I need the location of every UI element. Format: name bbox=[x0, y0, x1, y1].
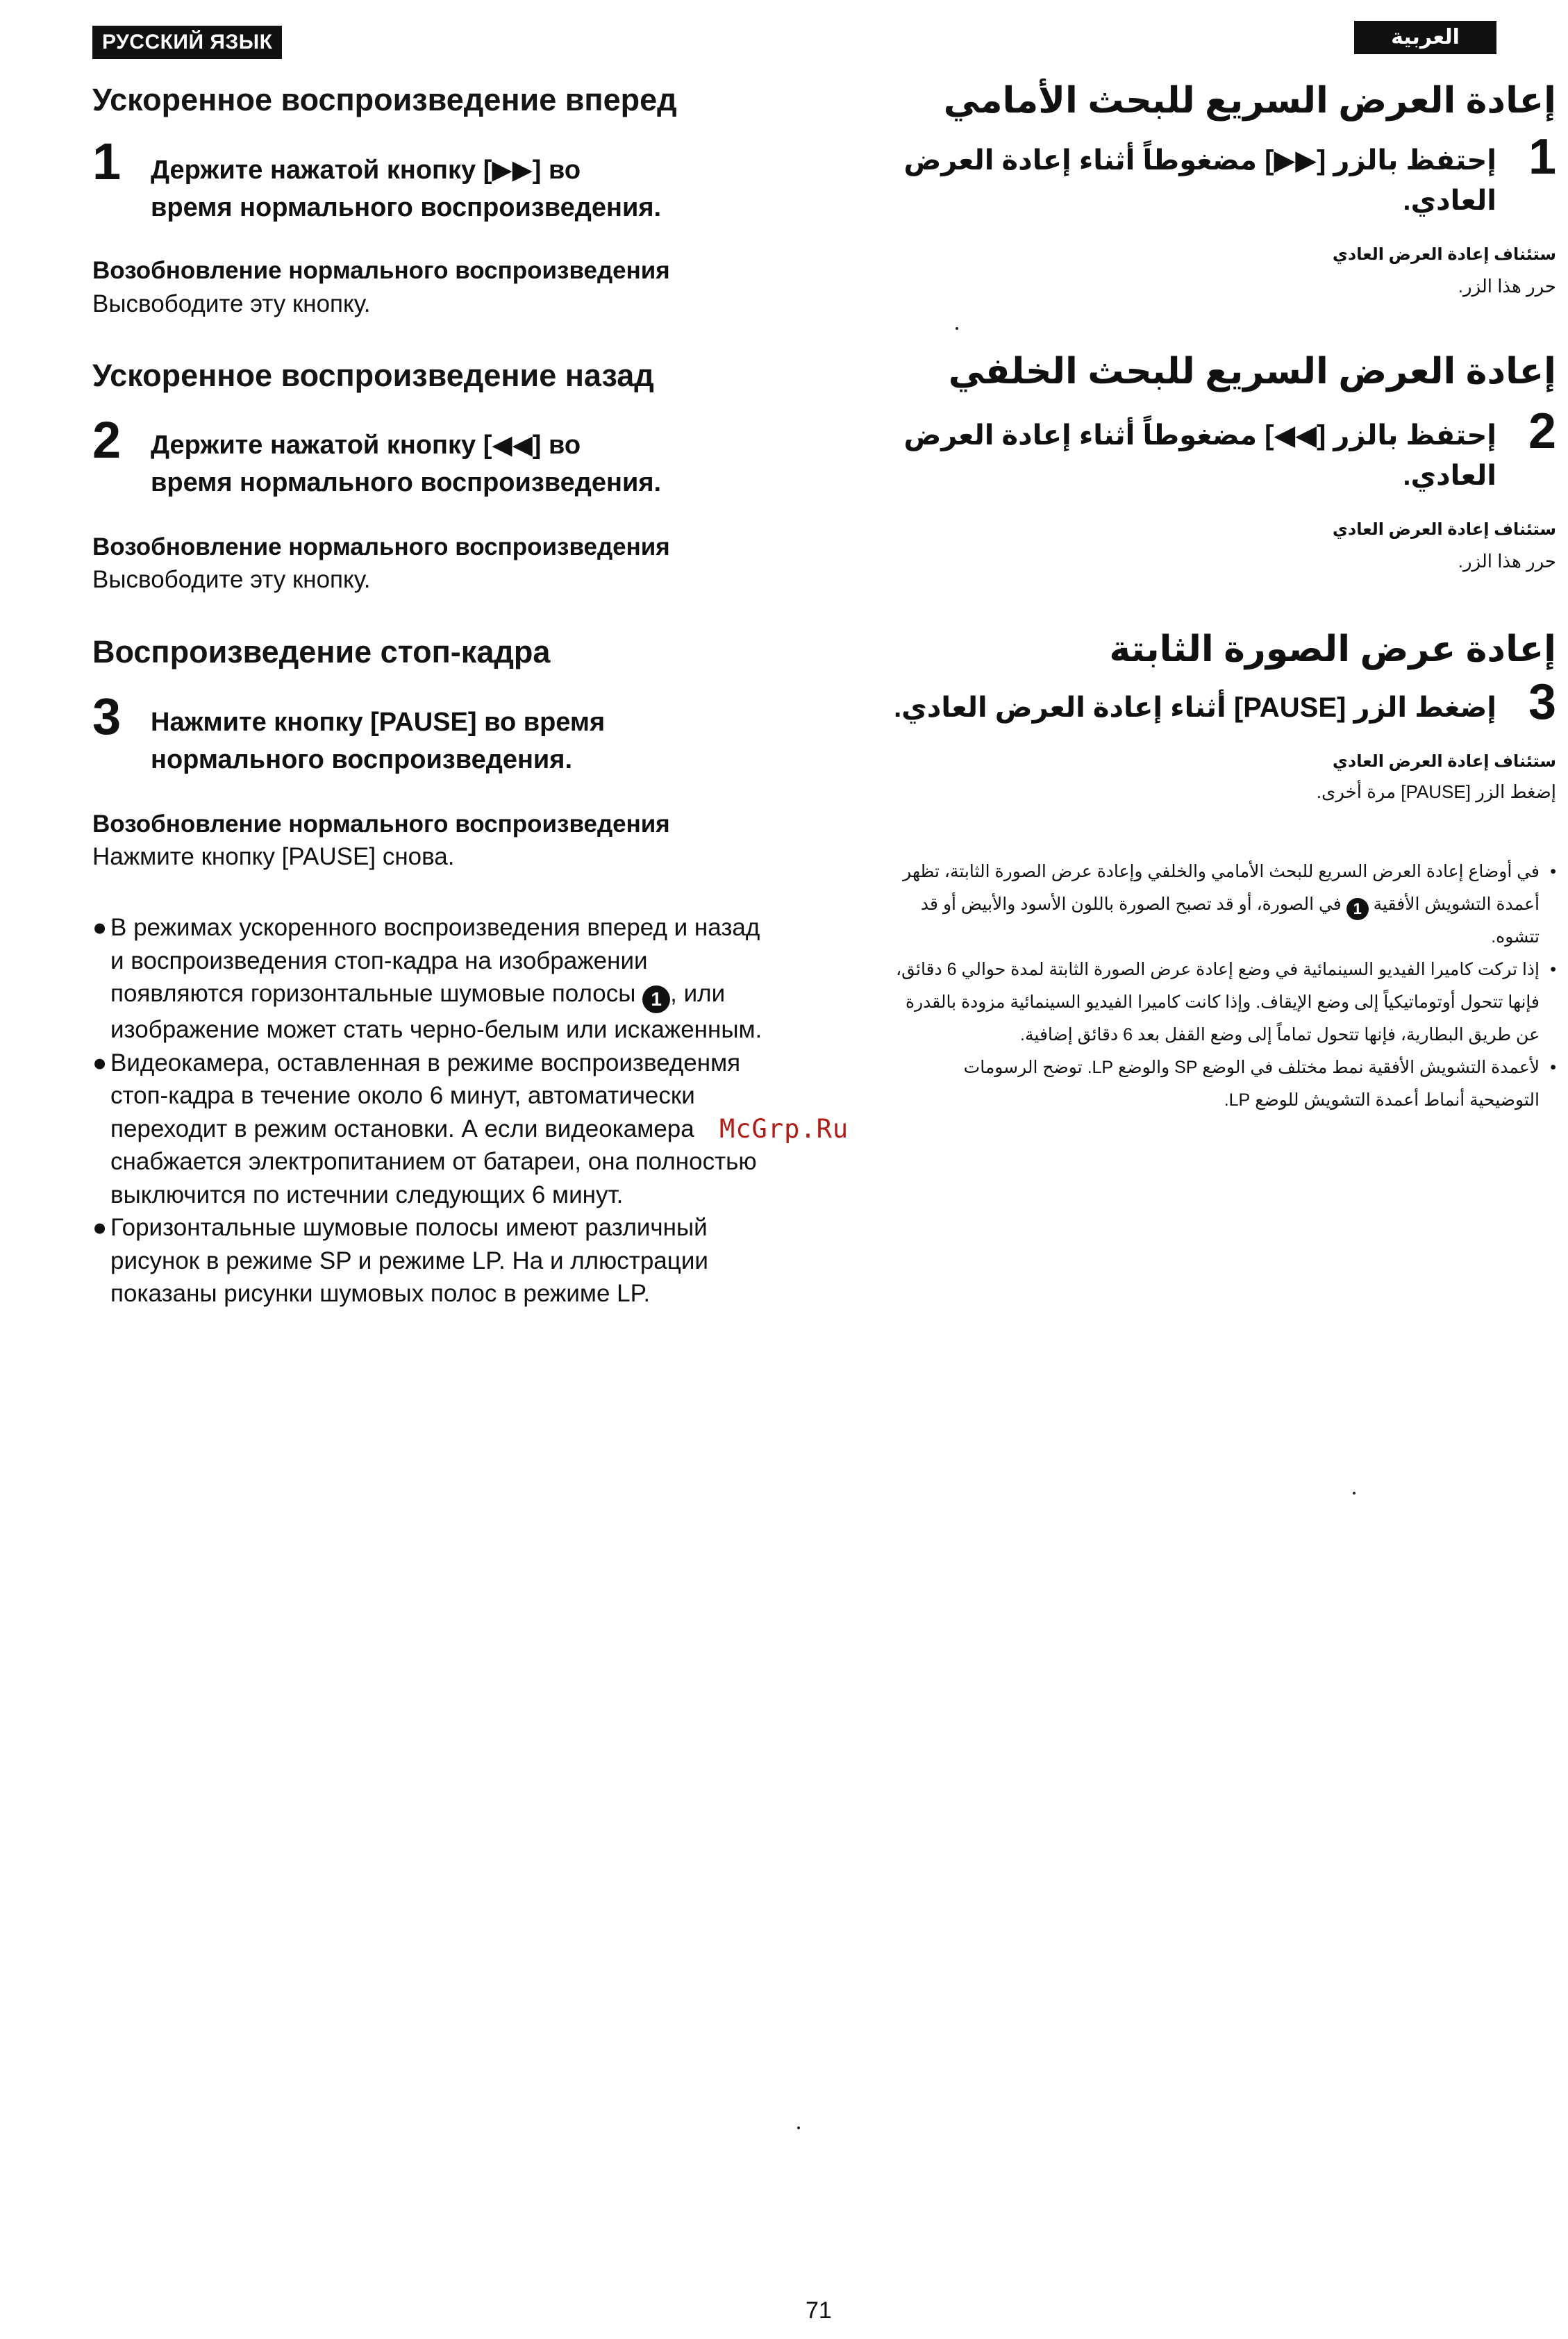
bullet-icon: ● bbox=[92, 914, 108, 941]
ru-note-2-text: Видеокамера, оставленная в режиме воспроизведенмя стоп-кадра в течение около 6 минут, автоматически переходит в режим остановки. А если видеокамера снабжается электропитанием от батареи, она полностью выключится по истечнии следующих 6 минут. bbox=[110, 1049, 757, 1208]
page-number: 71 bbox=[806, 2297, 832, 2324]
ru-step-2-resume-title: Возобновление нормального воспроизведения bbox=[92, 533, 670, 560]
ru-section-3-heading: Воспроизведение стоп-кадра bbox=[92, 634, 551, 669]
ru-section-2-heading: Ускоренное воспроизведение назад bbox=[92, 358, 654, 393]
language-tab-arabic: العربية bbox=[1354, 21, 1496, 54]
ar-step-3-text: إضغط الزر [PAUSE] أثناء إعادة العرض العادي. bbox=[894, 692, 1496, 723]
ru-step-2-resume-text: Высвободите эту кнопку. bbox=[92, 566, 371, 593]
bullet-icon: • bbox=[1550, 862, 1556, 881]
ru-step-3-resume-title: Возобновление нормального воспроизведения bbox=[92, 810, 670, 838]
ar-section-3-heading: إعادة عرض الصورة الثابتة bbox=[1109, 629, 1556, 669]
ar-section-2-heading: إعادة العرض السريع للبحث الخلفي bbox=[948, 351, 1556, 392]
ru-step-1-line2: время нормального воспроизведения. bbox=[151, 193, 662, 222]
ru-step-2-line2: время нормального воспроизведения. bbox=[151, 468, 662, 497]
watermark-link[interactable]: McGrp.Ru bbox=[719, 1114, 849, 1144]
ar-step-2-resume-title: ستئناف إعادة العرض العادي bbox=[1332, 520, 1556, 539]
ru-section-1-heading: Ускоренное воспроизведение вперед bbox=[92, 82, 677, 117]
ru-note-1-text: В режимах ускоренного воспроизведения вперед и назад и воспроизведения стоп-кадра на изображении появляются горизонтальные шумовые полосы bbox=[110, 914, 760, 1007]
ru-note-3-text: Горизонтальные шумовые полосы имеют различный рисунок в режиме SP и режиме LP. На и ллюстрации показаны рисунки шумовых полос в режиме LP. bbox=[110, 1214, 708, 1307]
ar-step-1-number: 1 bbox=[1528, 129, 1556, 185]
circled-number-one-icon: 1 bbox=[1346, 898, 1369, 920]
ar-note-3-text: لأعمدة التشويش الأفقية نمط مختلف في الوضع SP والوضع LP. توضح الرسومات التوضيحية أنماط أعمدة التشويش للوضع LP. bbox=[963, 1058, 1540, 1110]
bullet-icon: ● bbox=[92, 1214, 108, 1241]
ar-notes-list bbox=[890, 856, 1556, 1117]
circled-number-one-icon: 1 bbox=[642, 985, 670, 1013]
bullet-icon: ● bbox=[92, 1049, 108, 1076]
ru-step-2-number: 2 bbox=[92, 411, 122, 469]
ar-step-2-resume-text: حرر هذا الزر. bbox=[1458, 551, 1556, 572]
ar-note-2 bbox=[890, 954, 1556, 1051]
ar-step-1-text: إحتفظ بالزر [▶▶] مضغوطاً أثناء إعادة العرض العادي. bbox=[903, 145, 1496, 216]
ru-step-1-text bbox=[151, 151, 762, 226]
ru-step-3-line2: нормального воспроизведения. bbox=[151, 745, 572, 774]
ru-step-3-line1: Нажмите кнопку [PAUSE] во время bbox=[151, 708, 606, 737]
ar-step-2-text: إحتفظ بالزر [◀◀] مضغوطاً أثناء إعادة العرض العادي. bbox=[903, 420, 1496, 491]
ar-step-2-number: 2 bbox=[1528, 403, 1556, 459]
scan-speck bbox=[956, 327, 958, 330]
ru-step-2-text bbox=[151, 426, 762, 501]
ar-step-3-number: 3 bbox=[1528, 674, 1556, 730]
ru-step-3-number: 3 bbox=[92, 688, 122, 745]
ru-step-1-line1: Держите нажатой кнопку [▶▶] во bbox=[151, 156, 581, 185]
bullet-icon: • bbox=[1550, 1058, 1556, 1077]
ar-step-1-resume-text: حرر هذا الزر. bbox=[1458, 276, 1556, 297]
ru-note-2 bbox=[92, 1047, 780, 1212]
ru-note-1-text-after: , или изображение может стать черно-белым или искаженным. bbox=[110, 980, 762, 1043]
ru-note-1 bbox=[92, 911, 780, 1047]
ar-step-1-resume-title: ستئناف إعادة العرض العادي bbox=[1332, 245, 1556, 264]
ru-step-1-resume-title: Возобновление нормального воспроизведения bbox=[92, 257, 670, 284]
scan-speck bbox=[797, 2126, 800, 2129]
bullet-icon: • bbox=[1550, 960, 1556, 979]
ru-step-2-line1: Держите нажатой кнопку [◀◀] во bbox=[151, 431, 581, 460]
ar-note-1-text: في أوضاع إعادة العرض السريع للبحث الأمامي والخلفي وإعادة عرض الصورة الثابتة، تظهر أعمدة التشويش الأفقية bbox=[903, 862, 1540, 914]
ru-step-1-number: 1 bbox=[92, 133, 122, 190]
ar-note-3 bbox=[890, 1051, 1556, 1117]
language-tab-russian: РУССКИЙ ЯЗЫК bbox=[92, 26, 282, 59]
ru-note-3 bbox=[92, 1211, 780, 1310]
ru-step-3-text bbox=[151, 704, 762, 779]
ru-notes-list bbox=[92, 911, 780, 1310]
ar-step-3-resume-text: إضغط الزر [PAUSE] مرة أخرى. bbox=[1316, 781, 1556, 802]
ru-step-1-resume-text: Высвободите эту кнопку. bbox=[92, 290, 371, 317]
ar-step-3-resume-title: ستئناف إعادة العرض العادي bbox=[1332, 752, 1556, 771]
ar-note-1-text-after: في الصورة، أو قد تصبح الصورة باللون الأسود والأبيض أو قد تتشوه. bbox=[920, 894, 1540, 947]
scan-speck bbox=[1353, 1492, 1356, 1495]
ar-note-2-text: إذا تركت كاميرا الفيديو السينمائية في وضع إعادة عرض الصورة الثابتة لمدة حوالي 6 دقائق، فإنها تتحول أوتوماتيكياً إلى وضع الإيقاف. وإذا كانت كاميرا الفيديو السينمائية مزودة بالقدرة عن طريق البطارية، فإنها تتحول تماماً إلى وضع القفل بعد 6 دقائق إضافية. bbox=[896, 960, 1540, 1044]
ar-section-1-heading: إعادة العرض السريع للبحث الأمامي bbox=[943, 81, 1556, 121]
ar-note-1 bbox=[890, 856, 1556, 954]
ru-step-3-resume-text: Нажмите кнопку [PAUSE] снова. bbox=[92, 843, 455, 870]
